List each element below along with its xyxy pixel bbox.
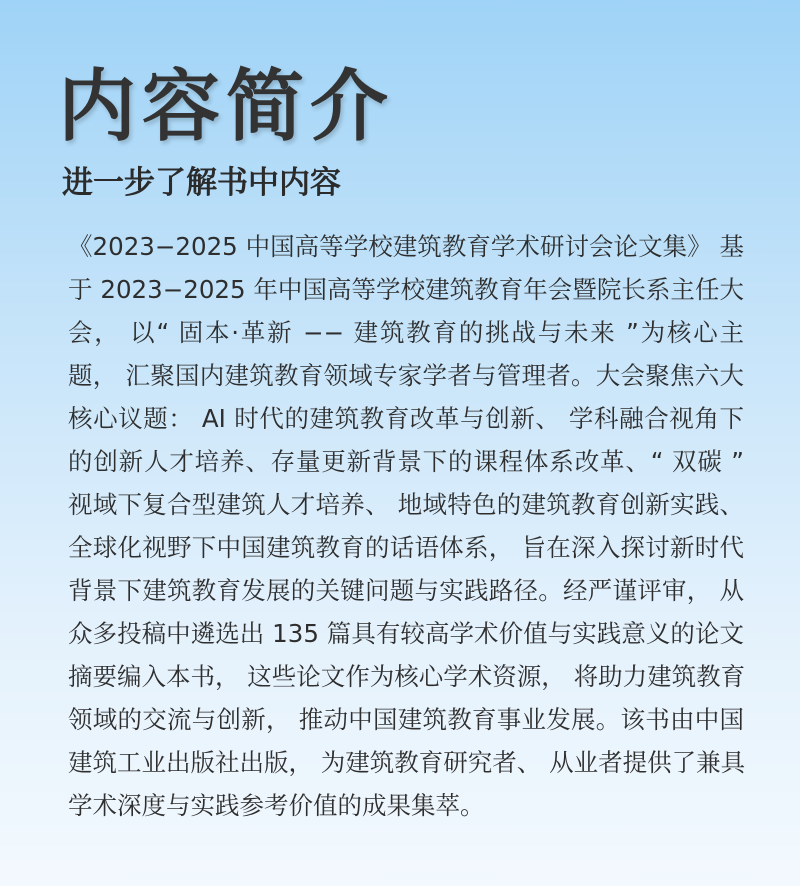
description-line: 于 2023−2025 年中国高等学校建筑教育年会暨院长系主任大 xyxy=(68,275,744,304)
description-line: 视域下复合型建筑人才培养、 地域特色的建筑教育创新实践、 xyxy=(68,490,744,519)
description-line: 学术深度与实践参考价值的成果集萃。 xyxy=(68,791,485,820)
description-line: 的创新人才培养、存量更新背景下的课程体系改革、“ 双碳 ” xyxy=(68,447,744,476)
description-line: 领域的交流与创新， 推动中国建筑教育事业发展。该书由中国 xyxy=(68,705,744,734)
description-line: 题， 汇聚国内建筑教育领域专家学者与管理者。大会聚焦六大 xyxy=(68,361,744,390)
book-description xyxy=(68,225,744,827)
description-line: 核心议题： AI 时代的建筑教育改革与创新、 学科融合视角下 xyxy=(68,404,744,433)
description-line: 《2023−2025 中国高等学校建筑教育学术研讨会论文集》 基 xyxy=(68,232,744,261)
description-line: 背景下建筑教育发展的关键问题与实践路径。经严谨评审， 从 xyxy=(68,576,744,605)
description-line: 会， 以“ 固本·革新 −− 建筑教育的挑战与未来 ”为核心主 xyxy=(68,318,744,347)
description-line: 摘要编入本书， 这些论文作为核心学术资源， 将助力建筑教育 xyxy=(68,662,746,691)
description-line: 众多投稿中遴选出 135 篇具有较高学术价值与实践意义的论文 xyxy=(68,619,744,648)
page-title: 内容简介 xyxy=(58,62,395,152)
description-line: 建筑工业出版社出版， 为建筑教育研究者、 从业者提供了兼具 xyxy=(68,748,746,777)
page-subtitle: 进一步了解书中内容 xyxy=(62,165,341,201)
description-line: 全球化视野下中国建筑教育的话语体系， 旨在深入探讨新时代 xyxy=(68,533,744,562)
